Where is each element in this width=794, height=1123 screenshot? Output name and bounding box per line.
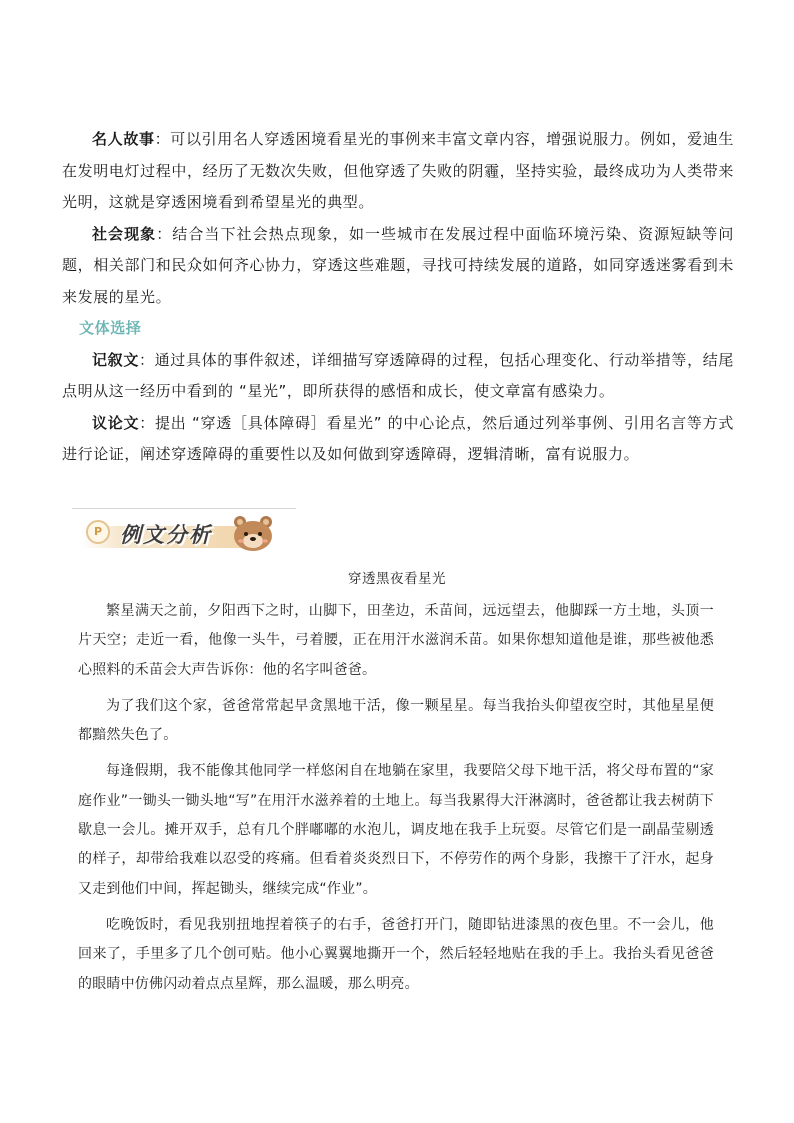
tip-text: ：结合当下社会热点现象，如一些城市在发展过程中面临环境污染、资源短缺等问题，相关部门和民众如何齐心协力，穿透这些难题，寻找可持续发展的道路，如同穿透迷雾看到未来发展的星光。 <box>62 224 734 306</box>
writing-tips-section <box>62 124 734 471</box>
article-body <box>78 597 714 1006</box>
banner-title: 例文分析 <box>120 523 212 547</box>
tip-label: 议论文 <box>92 413 140 432</box>
tip-paragraph-narrative <box>62 345 734 408</box>
section-heading-genre: 文体选择 <box>79 319 142 337</box>
tip-label: 名人故事 <box>92 130 155 148</box>
tip-paragraph-argumentative <box>62 408 734 471</box>
coin-icon: P <box>86 520 110 544</box>
tip-text: ：提出 “穿透［具体障碍］看星光” 的中心论点，然后通过列举事例、引用名言等方式进行论证，阐述穿透障碍的重要性以及如何做到穿透障碍，逻辑清晰，富有说服力。 <box>62 413 734 463</box>
banner-divider <box>72 508 296 509</box>
article-paragraph: 繁星满天之前，夕阳西下之时，山脚下，田垄边，禾苗间，远远望去，他脚踩一方土地，头顶一片天空；走近一看，他像一头牛，弓着腰，正在用汗水滋润禾苗。如果你想知道他是谁，那些被他悉心照料的禾苗会大声告诉你：他的名字叫爸爸。 <box>78 603 714 678</box>
example-analysis-banner <box>72 508 296 552</box>
tip-text: ：可以引用名人穿透困境看星光的事例来丰富文章内容，增强说服力。例如，爱迪生在发明电灯过程中，经历了无数次失败，但他穿透了失败的阴霾，坚持实验，最终成功为人类带来光明，这就是穿透困境看到希望星光的典型。 <box>62 130 734 211</box>
article-title: 穿透黑夜看星光 <box>348 571 446 587</box>
tip-text: ：通过具体的事件叙述，详细描写穿透障碍的过程，包括心理变化、行动举措等，结尾点明从这一经历中看到的 “星光”，即所获得的感悟和成长，使文章富有感染力。 <box>62 350 734 400</box>
tip-label: 记叙文 <box>92 350 139 369</box>
tip-label: 社会现象 <box>92 224 157 243</box>
tip-paragraph-social-phenomena <box>62 219 734 314</box>
bear-icon <box>230 514 276 552</box>
article-paragraph: 为了我们这个家，爸爸常常起早贪黑地干活，像一颗星星。每当我抬头仰望夜空时，其他星星便都黯然失色了。 <box>78 697 714 744</box>
tip-paragraph-famous-story <box>62 124 734 219</box>
article-paragraph: 吃晚饭时，看见我别扭地捏着筷子的右手，爸爸打开门，随即钻进漆黑的夜色里。不一会儿，他回来了，手里多了几个创可贴。他小心翼翼地撕开一个，然后轻轻地贴在我的手上。我抬头看见爸爸的眼睛中仿佛闪动着点点星辉，那么温暖，那么明亮。 <box>78 916 714 992</box>
article-paragraph: 每逢假期，我不能像其他同学一样悠闲自在地躺在家里，我要陪父母下地干活，将父母布置的“家庭作业”一锄头一锄头地“写”在用汗水滋养着的土地上。每当我累得大汗淋漓时，爸爸都让我去树荫下歇息一会儿。摊开双手，总有几个胖嘟嘟的水泡儿，调皮地在我手上玩耍。尽管它们是一副晶莹剔透的样子，却带给我难以忍受的疼痛。但看着炎炎烈日下，不停劳作的两个身影，我擦干了汗水，起身又走到他们中间，挥起锄头，继续完成“作业”。 <box>78 763 714 897</box>
